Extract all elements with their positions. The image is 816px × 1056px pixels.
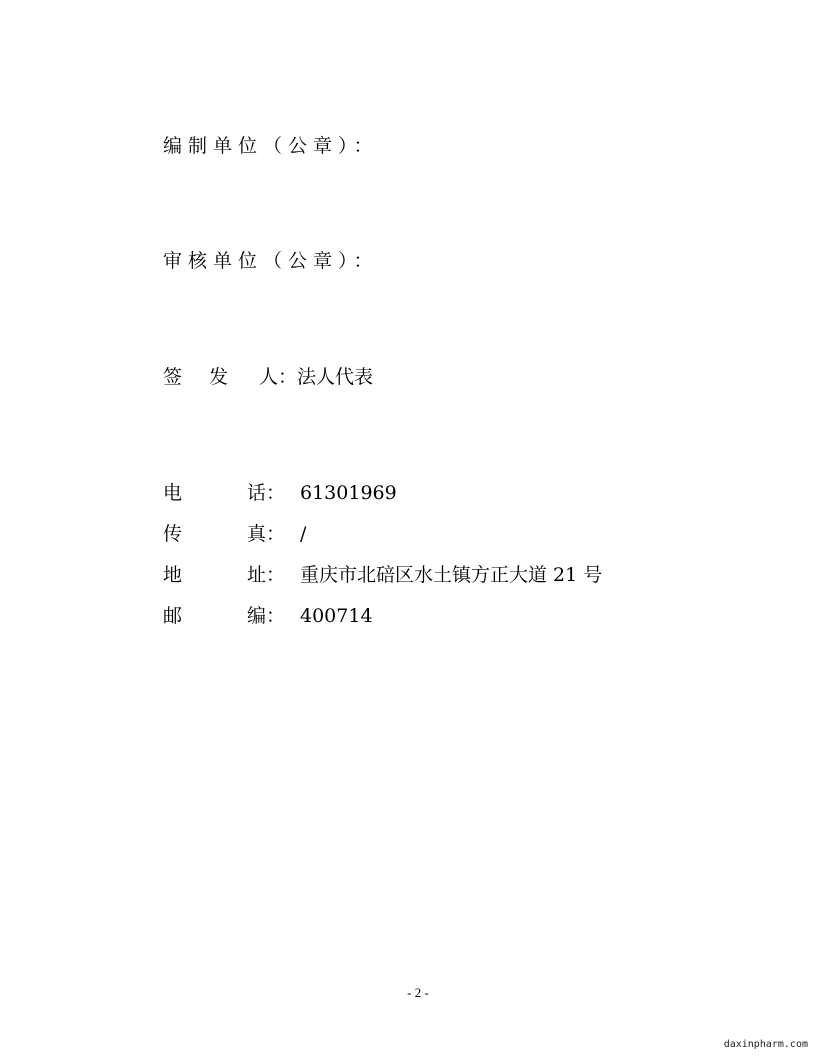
compiler-unit-line [163, 134, 379, 158]
phone-label-char1: 电 [163, 482, 183, 504]
address-label-char2: 址： [247, 564, 286, 586]
signer-line [163, 365, 373, 389]
watermark: daxinpharm.com [723, 1039, 808, 1050]
review-unit-line [163, 249, 379, 273]
fax-value: / [300, 523, 307, 545]
fax-label-char1: 传 [163, 523, 183, 545]
signer-value: 法人代表 [297, 366, 374, 388]
phone-value: 61301969 [300, 482, 397, 504]
phone-label-char2: 话： [247, 482, 286, 504]
signer-label-part2: 发 [209, 366, 229, 388]
postcode-value: 400714 [300, 605, 373, 627]
fax-label-char2: 真： [247, 523, 286, 545]
postcode-label-char1: 邮 [163, 605, 183, 627]
page-number: - 2 - [407, 985, 429, 1000]
address-label-char1: 地 [163, 564, 183, 586]
address-value: 重庆市北碚区水土镇方正大道 21 号 [300, 564, 603, 586]
compiler-unit-label: 编制单位（公章）： [163, 135, 379, 157]
signer-label-part1: 签 [163, 366, 183, 388]
review-unit-label: 审核单位（公章）： [163, 250, 379, 272]
phone-line [163, 481, 397, 505]
postcode-label-char2: 编： [247, 605, 286, 627]
address-line [163, 563, 602, 587]
signer-label-part3: 人： [259, 366, 298, 388]
fax-line [163, 522, 306, 546]
postcode-line [163, 604, 373, 628]
